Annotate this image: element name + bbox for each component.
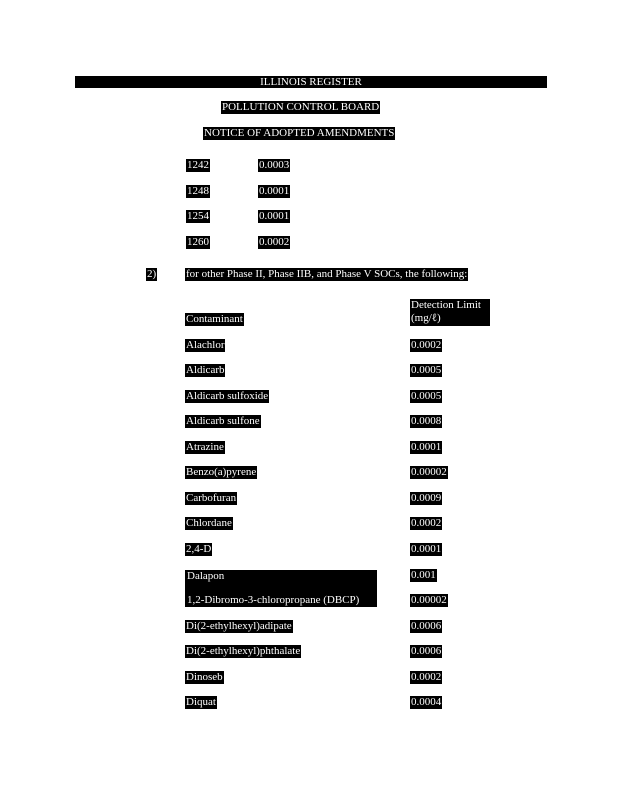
detection-limit: 0.0004 xyxy=(411,696,442,708)
aroclor-id: 1242 xyxy=(187,159,209,171)
contaminant-name: Carbofuran xyxy=(186,492,237,504)
register-title-bar xyxy=(75,76,547,88)
detection-limit: 0.0005 xyxy=(411,364,442,376)
contaminant-name: Alachlor xyxy=(186,339,225,351)
contaminant-name: Aldicarb sulfoxide xyxy=(186,390,269,402)
contaminant-name: Benzo(a)pyrene xyxy=(186,466,257,478)
aroclor-value: 0.0001 xyxy=(259,185,290,197)
aroclor-id: 1260 xyxy=(187,236,209,248)
contaminant-name: Di(2-ethylhexyl)adipate xyxy=(186,620,292,632)
detection-limit: 0.0006 xyxy=(411,620,442,632)
contaminant-name: Chlordane xyxy=(186,517,232,529)
board-title: POLLUTION CONTROL BOARD xyxy=(222,101,380,113)
detection-limit: 0.001 xyxy=(411,569,436,581)
detection-limit: 0.0009 xyxy=(411,492,442,504)
contaminant-name: Aldicarb xyxy=(186,364,225,376)
detection-limit: 0.00002 xyxy=(411,594,447,606)
detection-limit: 0.00002 xyxy=(411,466,447,478)
detection-limit: 0.0002 xyxy=(411,339,442,351)
item-text: for other Phase II, Phase IIB, and Phase V SOCs, the following: xyxy=(186,268,468,280)
item-number: 2) xyxy=(147,268,157,280)
aroclor-id: 1254 xyxy=(187,210,209,222)
contaminant-name: 1,2-Dibromo-3-chloropropane (DBCP) xyxy=(187,594,360,606)
aroclor-id: 1248 xyxy=(187,185,209,197)
detection-limit: 0.0001 xyxy=(411,543,442,555)
aroclor-value: 0.0001 xyxy=(259,210,290,222)
aroclor-value: 0.0003 xyxy=(259,159,290,171)
contaminant-name: 2,4-D xyxy=(186,543,212,555)
detection-limit: 0.0002 xyxy=(411,671,442,683)
detection-limit-unit: (mg/ℓ) xyxy=(411,312,441,324)
contaminant-name: Dalapon xyxy=(187,570,225,582)
detection-limit: 0.0006 xyxy=(411,645,442,657)
contaminant-name: Dinoseb xyxy=(186,671,223,683)
contaminant-name: Atrazine xyxy=(186,441,224,453)
contaminant-name: Diquat xyxy=(186,696,216,708)
dalapon-dbcp-block xyxy=(185,570,377,607)
detection-limit: 0.0001 xyxy=(411,441,442,453)
contaminant-header: Contaminant xyxy=(186,313,243,325)
notice-title: NOTICE OF ADOPTED AMENDMENTS xyxy=(204,127,395,139)
register-title: ILLINOIS REGISTER xyxy=(260,76,362,88)
detection-limit: 0.0002 xyxy=(411,517,442,529)
aroclor-value: 0.0002 xyxy=(259,236,290,248)
detection-limit-header xyxy=(410,299,490,326)
detection-limit: 0.0005 xyxy=(411,390,442,402)
detection-limit-label: Detection Limit xyxy=(411,299,481,311)
contaminant-name: Di(2-ethylhexyl)phthalate xyxy=(186,645,301,657)
detection-limit: 0.0008 xyxy=(411,415,442,427)
contaminant-name: Aldicarb sulfone xyxy=(186,415,260,427)
